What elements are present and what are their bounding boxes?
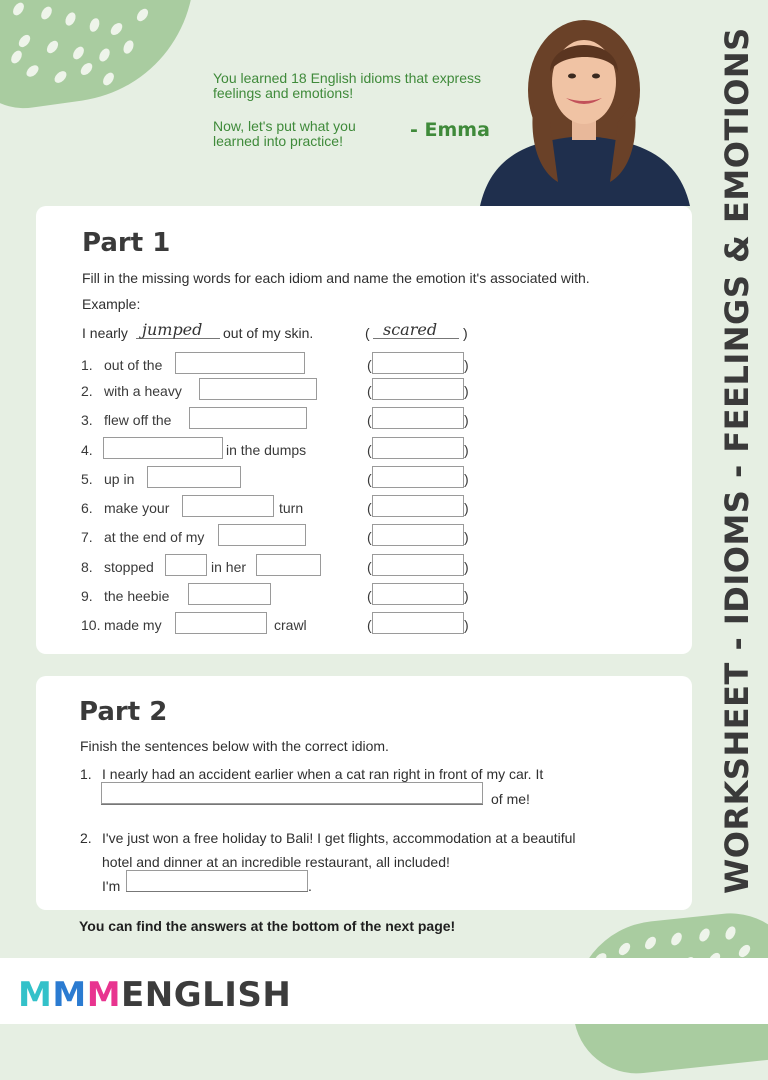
idiom-answer-input[interactable]	[103, 437, 223, 459]
example-emotion: scared	[383, 320, 438, 339]
part1-item-row	[81, 466, 481, 492]
emotion-answer-input[interactable]	[372, 466, 464, 488]
idiom-text: the heebie	[104, 588, 170, 604]
emotion-answer-input[interactable]	[372, 583, 464, 605]
example-label: Example:	[82, 296, 141, 312]
part1-item-row	[81, 524, 481, 550]
item-number: 1.	[81, 357, 93, 373]
item-number: 2.	[81, 383, 93, 399]
part2-heading: Part 2	[79, 697, 168, 727]
intro-line-3: Now, let's put what you	[213, 118, 356, 134]
emotion-paren-close: )	[464, 588, 469, 604]
logo-letter-3: M	[86, 975, 122, 1015]
emotion-paren-open: (	[367, 471, 372, 487]
idiom-text: flew off the	[104, 412, 172, 428]
idiom-answer-input[interactable]	[218, 524, 306, 546]
idiom-text: in the dumps	[226, 442, 307, 458]
emotion-paren-open: (	[367, 357, 372, 373]
idiom-text: out of the	[104, 357, 163, 373]
idiom-answer-input[interactable]	[189, 407, 307, 429]
item-number: 8.	[81, 559, 93, 575]
emotion-answer-input[interactable]	[372, 495, 464, 517]
emotion-paren-open: (	[367, 383, 372, 399]
q1-answer-line	[101, 804, 483, 805]
idiom-text: up in	[104, 471, 135, 487]
item-number: 6.	[81, 500, 93, 516]
part1-item-row	[81, 495, 481, 521]
emotion-answer-input[interactable]	[372, 554, 464, 576]
item-number: 10.	[81, 617, 101, 633]
q2-line-1: I've just won a free holiday to Bali! I get flights, accommodation at a beautiful	[102, 830, 576, 846]
logo-letter-2: M	[52, 975, 87, 1015]
item-number: 9.	[81, 588, 93, 604]
q2-prefix: I'm	[102, 878, 121, 894]
emotion-paren-open: (	[367, 617, 372, 633]
idiom-answer-input[interactable]	[147, 466, 241, 488]
part1-item-row	[81, 352, 481, 378]
idiom-answer-input[interactable]	[165, 554, 207, 576]
idiom-text: made my	[104, 617, 162, 633]
emotion-paren-close: )	[464, 617, 469, 633]
q1-answer-input[interactable]	[101, 782, 483, 804]
logo-letter-1: M	[18, 975, 53, 1015]
q1-number: 1.	[80, 766, 92, 782]
emotion-paren-open: (	[367, 500, 372, 516]
brand-logo	[18, 975, 291, 1015]
idiom-text: at the end of my	[104, 529, 205, 545]
part1-item-row	[81, 583, 481, 609]
item-number: 5.	[81, 471, 93, 487]
q2-line-2: hotel and dinner at an incredible restaurant, all included!	[102, 854, 450, 870]
emotion-paren-close: )	[464, 500, 469, 516]
part1-item-row	[81, 437, 481, 463]
intro-line-2: feelings and emotions!	[213, 85, 354, 101]
q2-end: .	[308, 878, 312, 894]
idiom-answer-input[interactable]	[256, 554, 321, 576]
emotion-answer-input[interactable]	[372, 524, 464, 546]
q2-answer-input[interactable]	[126, 870, 308, 892]
emotion-paren-close: )	[464, 529, 469, 545]
part1-heading: Part 1	[82, 228, 171, 258]
part1-item-row	[81, 554, 481, 580]
item-number: 4.	[81, 442, 93, 458]
emotion-paren-open: (	[367, 442, 372, 458]
emotion-paren-close: )	[464, 471, 469, 487]
q1-end: of me!	[491, 791, 530, 807]
part2-instruction: Finish the sentences below with the correct idiom.	[80, 738, 389, 754]
logo-wordmark: ENGLISH	[121, 975, 292, 1015]
idiom-answer-input[interactable]	[175, 612, 267, 634]
item-number: 3.	[81, 412, 93, 428]
example-before: I nearly	[82, 325, 128, 341]
emotion-paren-close: )	[464, 559, 469, 575]
item-number: 7.	[81, 529, 93, 545]
emotion-answer-input[interactable]	[372, 352, 464, 374]
presenter-photo	[480, 12, 690, 206]
idiom-answer-input[interactable]	[175, 352, 305, 374]
emotion-paren-open: (	[367, 588, 372, 604]
q1-text: I nearly had an accident earlier when a cat ran right in front of my car. It	[102, 766, 544, 782]
example-paren-open: (	[365, 325, 370, 341]
emotion-paren-open: (	[367, 559, 372, 575]
emotion-paren-close: )	[464, 383, 469, 399]
idiom-answer-input[interactable]	[188, 583, 271, 605]
emotion-answer-input[interactable]	[372, 437, 464, 459]
idiom-text: make your	[104, 500, 170, 516]
example-answer: jumped	[142, 320, 203, 339]
intro-line-4: learned into practice!	[213, 133, 343, 149]
emotion-answer-input[interactable]	[372, 378, 464, 400]
intro-line-1: You learned 18 English idioms that express	[213, 70, 481, 86]
part1-instruction: Fill in the missing words for each idiom and name the emotion it's associated with.	[82, 270, 590, 286]
idiom-text: with a heavy	[104, 383, 182, 399]
idiom-answer-input[interactable]	[182, 495, 274, 517]
emotion-answer-input[interactable]	[372, 407, 464, 429]
example-after: out of my skin.	[223, 325, 314, 341]
idiom-text: turn	[279, 500, 304, 516]
q2-answer-line	[126, 891, 308, 892]
emotion-paren-open: (	[367, 412, 372, 428]
emotion-paren-close: )	[464, 442, 469, 458]
side-title: WORKSHEET - IDIOMS - FEELINGS & EMOTIONS	[718, 27, 756, 894]
example-paren-close: )	[463, 325, 468, 341]
emotion-answer-input[interactable]	[372, 612, 464, 634]
emotion-paren-open: (	[367, 529, 372, 545]
emotion-paren-close: )	[464, 357, 469, 373]
idiom-text: in her	[211, 559, 247, 575]
answers-note: You can find the answers at the bottom of the next page!	[79, 918, 456, 934]
q2-number: 2.	[80, 830, 92, 846]
signature: - Emma	[410, 119, 490, 141]
part1-item-row	[81, 378, 481, 404]
idiom-text: stopped	[104, 559, 154, 575]
part1-item-row	[81, 612, 481, 638]
emotion-paren-close: )	[464, 412, 469, 428]
idiom-text: crawl	[274, 617, 307, 633]
idiom-answer-input[interactable]	[199, 378, 317, 400]
part1-item-row	[81, 407, 481, 433]
